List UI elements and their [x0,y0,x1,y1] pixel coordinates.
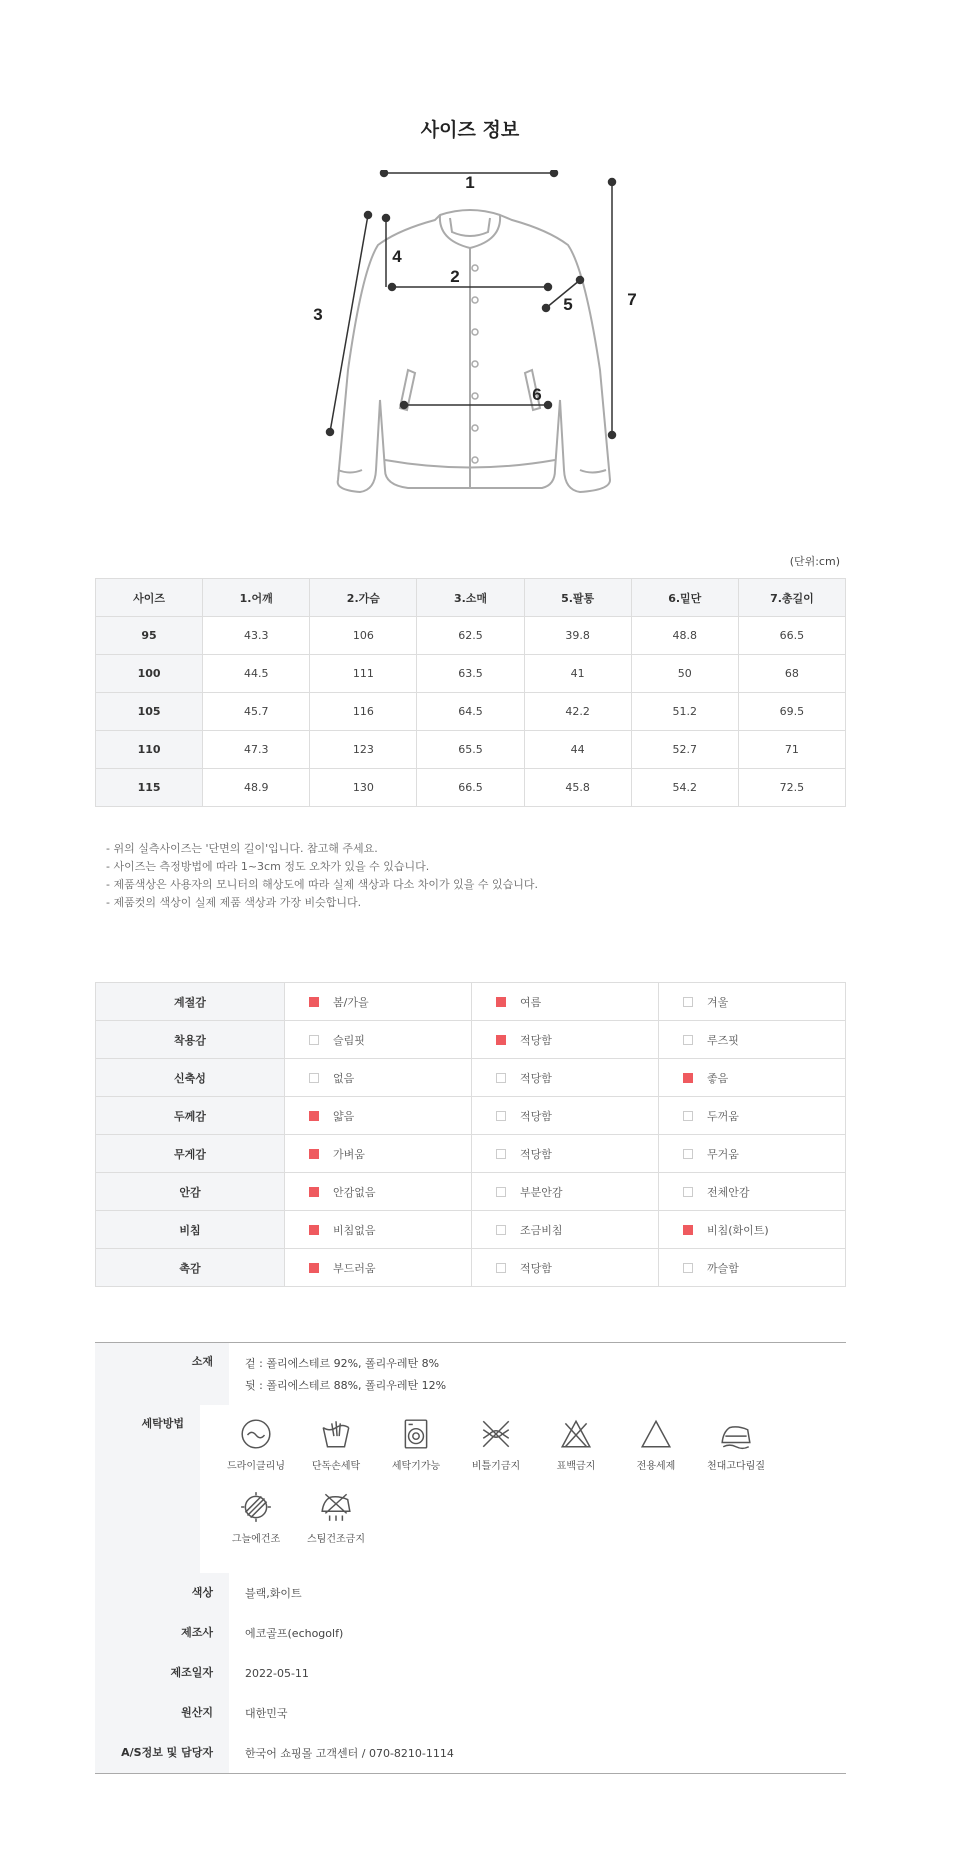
measure-cell: 65.5 [417,731,524,769]
wash-item-label: 스팀건조금지 [307,1534,365,1545]
feel-option-label: 부분안감 [520,1185,563,1199]
material-label: 소재 [95,1343,229,1405]
feel-option-label: 적당함 [520,1109,552,1123]
measure-cell: 52.7 [631,731,738,769]
feel-option [285,994,471,1010]
shade-dry-icon [216,1490,296,1524]
header-cell: 사이즈 [96,579,203,617]
feel-option-label: 좋음 [707,1071,729,1085]
feel-option-cell [472,983,659,1021]
measure-cell: 106 [310,617,417,655]
diagram-label-4: 4 [392,247,402,266]
diagram-label-2: 2 [450,267,460,286]
feel-option [472,1032,658,1048]
checked-box-icon [309,997,319,1007]
measure-cell: 123 [310,731,417,769]
feel-option-label: 까슬함 [707,1261,739,1275]
unchecked-box-icon [309,1035,319,1045]
special-detergent-icon [616,1417,696,1451]
origin-value: 대한민국 [245,1707,288,1720]
feel-label: 안감 [96,1173,285,1211]
feel-row [96,1097,846,1135]
feel-option-cell [659,1173,846,1211]
unchecked-box-icon [683,997,693,1007]
diagram-label-1: 1 [465,173,475,192]
feel-option-label: 가벼움 [333,1147,365,1161]
header-cell: 1.어깨 [203,579,310,617]
feel-option [659,1222,845,1238]
product-info [95,1342,846,1774]
feel-option-cell [285,1173,472,1211]
measure-cell: 41 [524,655,631,693]
dry-clean-icon [216,1417,296,1451]
info-row-material [95,1343,846,1405]
measure-cell: 68 [738,655,845,693]
measure-cell: 72.5 [738,769,845,807]
measure-cell: 116 [310,693,417,731]
feel-option-label: 두꺼움 [707,1109,739,1123]
feel-option [285,1260,471,1276]
color-label: 색상 [95,1573,229,1613]
wash-item [216,1490,296,1545]
measure-cell: 66.5 [738,617,845,655]
feel-option [472,1070,658,1086]
wash-item [296,1417,376,1472]
feel-option-label: 적당함 [520,1071,552,1085]
header-cell: 7.총길이 [738,579,845,617]
feel-option-cell [659,1211,846,1249]
header-cell: 6.밑단 [631,579,738,617]
wash-item [456,1417,536,1472]
feel-option-label: 겨울 [707,995,729,1009]
info-row-as [95,1733,846,1773]
checked-box-icon [496,1035,506,1045]
note-line: - 제품색상은 사용자의 모니터의 해상도에 따라 실제 색상과 다소 차이가 있을 수 있습니다. [106,878,538,891]
feel-label: 두께감 [96,1097,285,1135]
feel-option [285,1222,471,1238]
size-table-row [96,769,846,807]
unchecked-box-icon [496,1149,506,1159]
measure-cell: 42.2 [524,693,631,731]
measure-cell: 64.5 [417,693,524,731]
header-cell: 3.소매 [417,579,524,617]
checked-box-icon [309,1187,319,1197]
feel-option [285,1184,471,1200]
unchecked-box-icon [683,1149,693,1159]
feel-option-cell [659,1097,846,1135]
wash-item-label: 세탁기가능 [391,1461,441,1472]
feel-option-cell [659,1021,846,1059]
measure-cell: 130 [310,769,417,807]
wash-item-label: 전용세제 [636,1461,676,1472]
size-table-row [96,617,846,655]
washing-machine-icon [376,1417,456,1451]
size-cell: 100 [96,655,203,693]
feel-option-label: 안감없음 [333,1185,376,1199]
fit-feel-table [95,982,846,1287]
feel-option-label: 루즈핏 [707,1033,739,1047]
feel-option-label: 비침없음 [333,1223,376,1237]
wash-item [216,1417,296,1472]
measure-cell: 48.8 [631,617,738,655]
measure-cell: 62.5 [417,617,524,655]
feel-option [472,1184,658,1200]
checked-box-icon [683,1073,693,1083]
wash-item-label: 그늘에건조 [231,1534,281,1545]
feel-option [472,994,658,1010]
size-cell: 95 [96,617,203,655]
feel-option-label: 슬림핏 [333,1033,365,1047]
feel-option-cell [285,1097,472,1135]
size-table [95,578,846,807]
unchecked-box-icon [309,1073,319,1083]
diagram-label-5: 5 [563,295,573,314]
feel-option-label: 무거움 [707,1147,739,1161]
feel-option-cell [285,1021,472,1059]
unchecked-box-icon [683,1035,693,1045]
size-cell: 105 [96,693,203,731]
date-value: 2022-05-11 [245,1666,309,1680]
feel-label: 무게감 [96,1135,285,1173]
feel-option-cell [472,1021,659,1059]
diagram-label-7: 7 [627,290,637,309]
feel-label: 착용감 [96,1021,285,1059]
wash-item [376,1417,456,1472]
color-value: 블랙,화이트 [245,1587,302,1600]
feel-option [659,1184,845,1200]
feel-label: 비침 [96,1211,285,1249]
feel-option-cell [285,983,472,1021]
feel-option [285,1146,471,1162]
feel-option-label: 전체안감 [707,1185,750,1199]
checked-box-icon [309,1263,319,1273]
feel-option [659,1146,845,1162]
size-cell: 110 [96,731,203,769]
note-line: - 위의 실측사이즈는 '단면의 길이'입니다. 참고해 주세요. [106,842,378,855]
feel-option [472,1222,658,1238]
size-table-row [96,731,846,769]
checked-box-icon [683,1225,693,1235]
info-row-color [95,1573,846,1613]
feel-option [285,1070,471,1086]
feel-row [96,1135,846,1173]
feel-option [659,994,845,1010]
no-wring-icon [456,1417,536,1451]
feel-option-label: 비침(화이트) [707,1223,769,1237]
feel-label: 신축성 [96,1059,285,1097]
feel-option-label: 적당함 [520,1147,552,1161]
feel-label: 촉감 [96,1249,285,1287]
material-line: 뒷 : 폴리에스테르 88%, 폴리우레탄 12% [245,1379,447,1392]
feel-option-label: 봄/가을 [333,995,369,1009]
feel-option-cell [659,983,846,1021]
feel-option [659,1032,845,1048]
feel-row [96,1059,846,1097]
feel-row [96,983,846,1021]
feel-row [96,1021,846,1059]
note-line: - 제품컷의 색상이 실제 제품 색상과 가장 비슷합니다. [106,896,362,909]
measure-cell: 45.7 [203,693,310,731]
feel-row [96,1173,846,1211]
jacket-size-diagram [280,170,660,540]
feel-option-cell [472,1211,659,1249]
diagram-label-3: 3 [313,305,323,324]
feel-option-cell [472,1249,659,1287]
wash-item-label: 단독손세탁 [311,1461,361,1472]
maker-label: 제조사 [95,1613,229,1653]
unit-label: (단위:cm) [789,555,840,568]
feel-option [659,1108,845,1124]
measure-cell: 51.2 [631,693,738,731]
feel-option-cell [659,1059,846,1097]
diagram-label-6: 6 [532,385,542,404]
date-label: 제조일자 [95,1653,229,1693]
info-row-date [95,1653,846,1693]
size-table-row [96,655,846,693]
feel-option-label: 조금비침 [520,1223,563,1237]
unchecked-box-icon [683,1263,693,1273]
feel-option [285,1032,471,1048]
feel-label: 계절감 [96,983,285,1021]
feel-option-cell [285,1135,472,1173]
unchecked-box-icon [683,1111,693,1121]
measure-cell: 39.8 [524,617,631,655]
feel-row [96,1211,846,1249]
feel-option-label: 부드러움 [333,1261,376,1275]
page-title: 사이즈 정보 [420,119,520,141]
wash-item [616,1417,696,1472]
wash-label: 세탁방법 [95,1405,200,1573]
unchecked-box-icon [496,1225,506,1235]
hand-wash-icon [296,1417,376,1451]
wash-icons [200,1405,846,1573]
material-value [229,1343,846,1405]
feel-option [285,1108,471,1124]
unchecked-box-icon [683,1187,693,1197]
wash-item-label: 비틀기금지 [471,1461,521,1472]
feel-option-label: 얇음 [333,1109,355,1123]
feel-option-label: 적당함 [520,1033,552,1047]
size-cell: 115 [96,769,203,807]
info-row-maker [95,1613,846,1653]
feel-option-cell [472,1173,659,1211]
checked-box-icon [309,1225,319,1235]
measure-cell: 69.5 [738,693,845,731]
measure-cell: 66.5 [417,769,524,807]
feel-option-label: 여름 [520,995,542,1009]
wash-item [536,1417,616,1472]
as-label: A/S정보 및 담당자 [95,1733,229,1773]
feel-row [96,1249,846,1287]
measure-cell: 44.5 [203,655,310,693]
measure-cell: 71 [738,731,845,769]
material-line: 겉 : 폴리에스테르 92%, 폴리우레탄 8% [245,1357,440,1370]
measure-cell: 111 [310,655,417,693]
unchecked-box-icon [496,1263,506,1273]
measure-cell: 44 [524,731,631,769]
unchecked-box-icon [496,1187,506,1197]
wash-item-label: 천대고다림질 [707,1461,765,1472]
measure-cell: 43.3 [203,617,310,655]
unchecked-box-icon [496,1111,506,1121]
no-bleach-icon [536,1417,616,1451]
feel-option-cell [659,1249,846,1287]
maker-value: 에코골프(echogolf) [245,1627,344,1640]
size-table-row [96,693,846,731]
feel-option [472,1260,658,1276]
origin-label: 원산지 [95,1693,229,1733]
measure-cell: 47.3 [203,731,310,769]
wash-item-label: 표백금지 [556,1461,596,1472]
header-cell: 5.팔통 [524,579,631,617]
as-value: 한국어 쇼핑몰 고객센터 / 070-8210-1114 [245,1747,454,1760]
feel-option-label: 적당함 [520,1261,552,1275]
feel-option-cell [285,1059,472,1097]
wash-item [296,1490,376,1545]
feel-option [472,1146,658,1162]
size-table-header-row [96,579,846,617]
checked-box-icon [309,1149,319,1159]
feel-option-cell [472,1135,659,1173]
feel-option-cell [285,1249,472,1287]
feel-option-cell [659,1135,846,1173]
unchecked-box-icon [496,1073,506,1083]
size-notes [106,840,538,912]
iron-cloth-icon [696,1417,776,1451]
feel-option [659,1260,845,1276]
feel-option-cell [285,1211,472,1249]
note-line: - 사이즈는 측정방법에 따라 1~3cm 정도 오차가 있을 수 있습니다. [106,860,430,873]
feel-option-cell [472,1059,659,1097]
measure-cell: 45.8 [524,769,631,807]
wash-item [696,1417,776,1472]
feel-option [472,1108,658,1124]
measure-cell: 54.2 [631,769,738,807]
measure-cell: 48.9 [203,769,310,807]
checked-box-icon [496,997,506,1007]
feel-option [659,1070,845,1086]
measure-cell: 63.5 [417,655,524,693]
info-row-origin [95,1693,846,1733]
no-steam-dry-icon [296,1490,376,1524]
feel-option-label: 없음 [333,1071,355,1085]
wash-item-label: 드라이클리닝 [227,1461,285,1472]
info-row-wash [95,1405,846,1573]
header-cell: 2.가슴 [310,579,417,617]
checked-box-icon [309,1111,319,1121]
measure-cell: 50 [631,655,738,693]
feel-option-cell [472,1097,659,1135]
